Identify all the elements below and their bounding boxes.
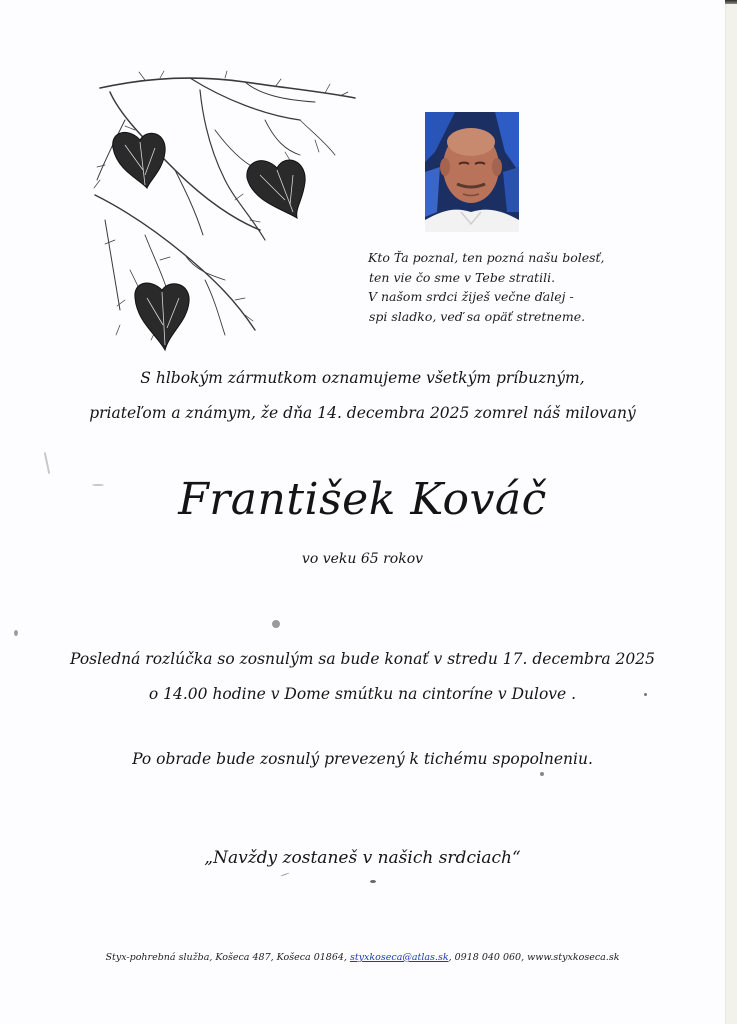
farewell-line-1: Posledná rozlúčka so zosnulým sa bude konať v stredu 17. decembra 2025 (70, 650, 655, 668)
deceased-name: František Kováč (178, 474, 547, 525)
scan-speck (44, 452, 51, 474)
leaf-1 (113, 132, 165, 188)
branch-with-leaves-icon (85, 70, 365, 360)
cremation-note: Po obrade bude zosnulý prevezený k tichému spopolneniu. (132, 750, 593, 768)
announcement-line-2: priateľom a známym, že dňa 14. decembra 2025 zomrel náš milovaný (89, 404, 636, 422)
footer-contact: , 0918 040 060, www.styxkoseca.sk (448, 952, 620, 963)
poem-line: spi sladko, veď sa opäť stretneme. (369, 308, 586, 324)
scan-edge-shadow (725, 0, 737, 4)
poem-line: Kto Ťa poznal, ten pozná našu bolesť, (368, 250, 605, 265)
farewell-line-2: o 14.00 hodine v Dome smútku na cintoríne v Dulove . (148, 685, 577, 703)
poem-line: ten vie čo sme v Tebe stratili. (369, 269, 556, 285)
announcement-line-1: S hlbokým zármutkom oznamujeme všetkým príbuzným, (140, 369, 585, 387)
footer-email-link[interactable]: styxkoseca@atlas.sk (349, 952, 449, 963)
funeral-service-footer (0, 952, 725, 963)
scan-speck (272, 620, 280, 628)
branch-illustration (85, 70, 365, 360)
scan-speck (370, 880, 376, 883)
deceased-age: vo veku 65 rokov (301, 551, 424, 567)
leaf-2 (247, 160, 305, 218)
footer-address: Styx-pohrebná služba, Košeca 487, Košeca 01864, (105, 952, 350, 963)
person-portrait-icon (425, 112, 519, 232)
scan-speck (14, 630, 18, 636)
motto: „Navždy zostaneš v našich srdciach“ (204, 848, 521, 868)
portrait-photo (425, 112, 519, 232)
leaf-3 (135, 283, 189, 350)
scan-speck (280, 872, 290, 876)
scan-speck (540, 772, 544, 776)
poem (368, 248, 648, 326)
poem-line: V našom srdci žiješ večne ďalej - (368, 289, 574, 304)
